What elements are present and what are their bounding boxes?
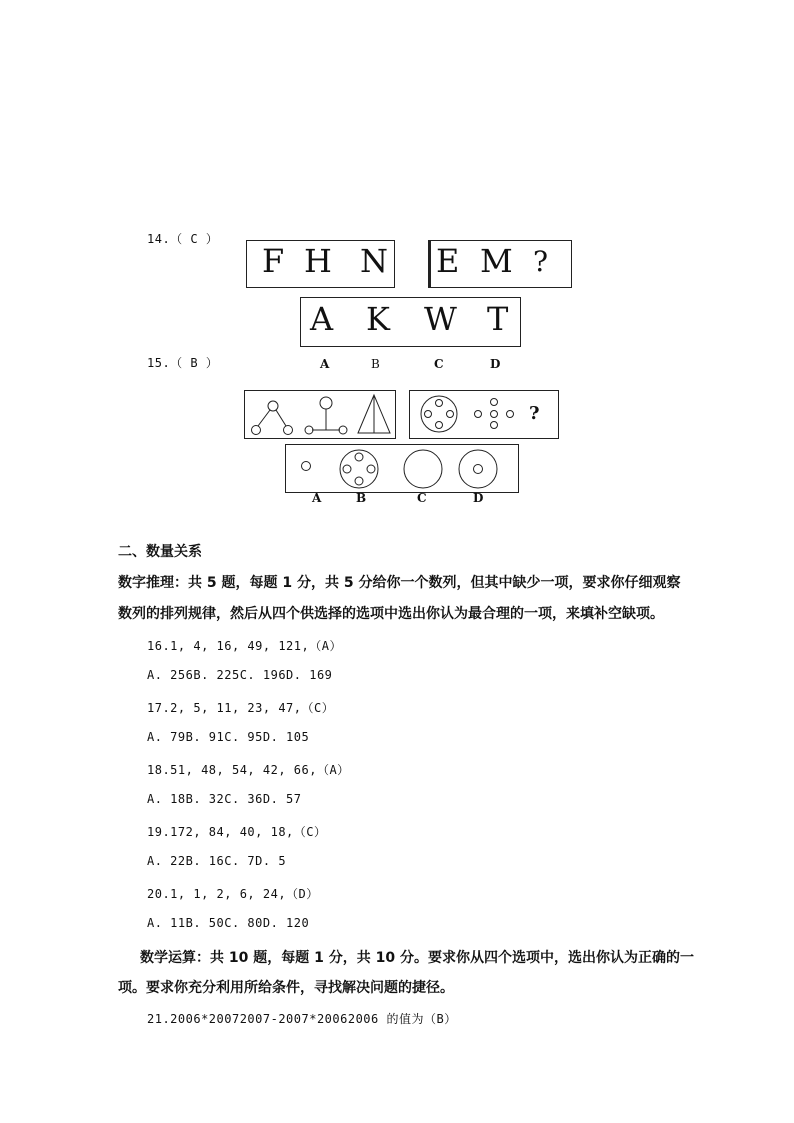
question-20: 20.1, 1, 2, 6, 24,（D） [147, 887, 319, 901]
q14-question-mark: ? [533, 245, 549, 278]
q15-figure-shapes-1 [244, 390, 394, 437]
question-16: 16.1, 4, 16, 49, 121,（A） [147, 639, 342, 653]
q14-letter: H [304, 242, 332, 280]
q15-option-letter: C [417, 491, 427, 505]
q14-option: W [424, 300, 457, 338]
q15-label: 15.（ B ） [147, 356, 219, 370]
question-17: 17.2, 5, 11, 23, 47,（C） [147, 701, 335, 715]
section-intro: 数列的排列规律，然后从四个供选择的选项中选出你认为最合理的一项，来填补空缺项。 [118, 606, 664, 622]
question-18: 18.51, 48, 54, 42, 66,（A） [147, 763, 350, 777]
q14-label: 14.（ C ） [147, 232, 219, 246]
q14-letter: M [480, 242, 513, 280]
q15-top-letter: D [490, 357, 501, 371]
q14-option: T [487, 300, 509, 338]
q15-top-letter: C [434, 357, 444, 371]
section2-intro: 数学运算：共 10 题，每题 1 分，共 10 分。要求你从四个选项中，选出你认为正确的一 [140, 950, 694, 966]
q15-option-letter: A [312, 491, 322, 505]
question-21: 21.2006*20072007-2007*20062006 的值为（B） [147, 1012, 457, 1026]
section2-intro: 项。要求你充分利用所给条件，寻找解决问题的捷径。 [118, 980, 454, 996]
q15-top-letter: A [320, 357, 330, 371]
q14-letter: F [262, 242, 285, 280]
q14-letter: E [436, 242, 460, 280]
question-19-options: A. 22B. 16C. 7D. 5 [147, 854, 287, 868]
question-18-options: A. 18B. 32C. 36D. 57 [147, 792, 302, 806]
question-16-options: A. 256B. 225C. 196D. 169 [147, 668, 333, 682]
q14-letter: N [360, 242, 388, 280]
q15-question-mark: ? [529, 403, 540, 424]
q14-option: A [310, 300, 334, 338]
q15-options-shapes [285, 444, 517, 491]
question-20-options: A. 11B. 50C. 80D. 120 [147, 916, 310, 930]
question-17-options: A. 79B. 91C. 95D. 105 [147, 730, 310, 744]
question-19: 19.172, 84, 40, 18,（C） [147, 825, 327, 839]
q15-option-letter: D [473, 491, 484, 505]
section-title: 二、数量关系 [118, 544, 202, 560]
q14-option: K [366, 300, 390, 338]
section-intro: 数字推理：共 5 题，每题 1 分，共 5 分给你一个数列，但其中缺少一项，要求你仔细观察 [118, 575, 681, 591]
q15-top-letter: B [371, 357, 380, 371]
q15-option-letter: B [356, 491, 367, 505]
